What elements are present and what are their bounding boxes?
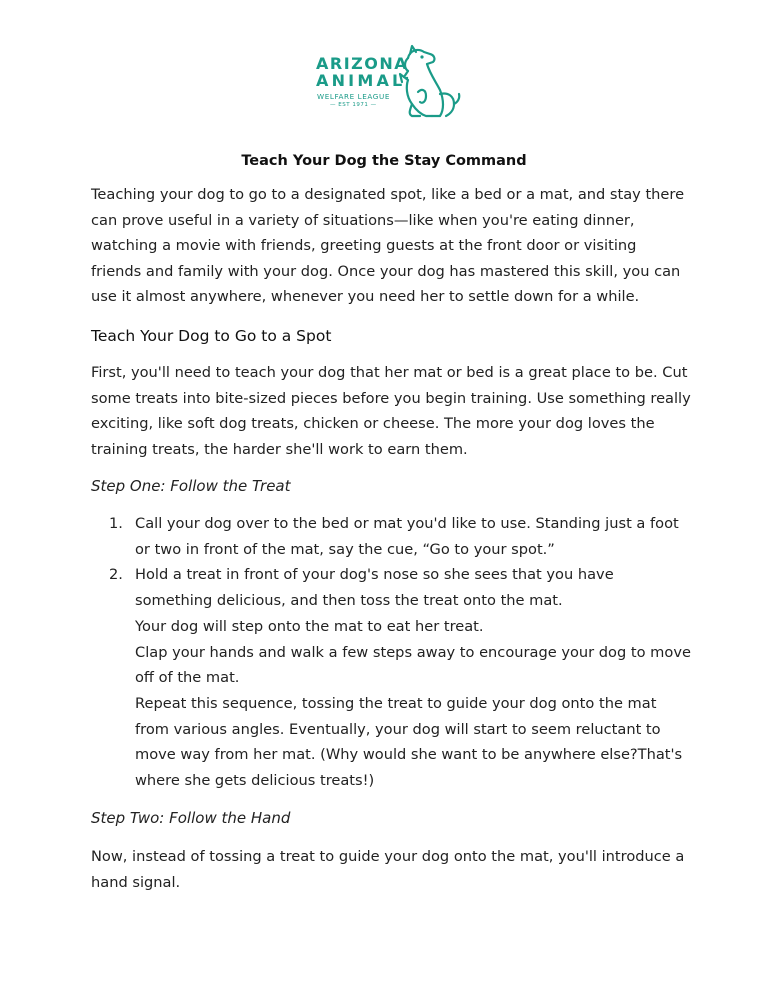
list-continuation: Clap your hands and walk a few steps away to encourage your dog to move off of the mat. xyxy=(135,643,691,687)
list-number: 2. xyxy=(109,566,123,584)
list-item xyxy=(91,562,691,793)
step-one-title: Step One: Follow the Treat xyxy=(91,477,291,495)
logo-line-established: — EST 1971 — xyxy=(330,102,377,108)
section-heading: Teach Your Dog to Go to a Spot xyxy=(91,327,332,345)
list-item-text: Hold a treat in front of your dog's nose so she sees that you have something delicious, and then toss the treat onto the mat. xyxy=(135,566,614,610)
list-continuation: Repeat this sequence, tossing the treat to guide your dog onto the mat from various angles. Eventually, your dog will start to seem reluctant to move way from her mat. (Why would she want to be anywhere else?That's where she gets delicious treats!) xyxy=(135,694,683,790)
list-continuation: Your dog will step onto the mat to eat her treat. xyxy=(135,617,484,635)
arizona-animal-welfare-league-logo xyxy=(310,44,460,120)
step-two-paragraph: Now, instead of tossing a treat to guide your dog onto the mat, you'll introduce a hand signal. xyxy=(91,848,685,891)
section-paragraph: First, you'll need to teach your dog that her mat or bed is a great place to be. Cut some treats into bite-sized pieces before you begin training. Use something really exciting, like soft dog treats, chicken or cheese. The more your dog loves the training treats, the harder she'll work to earn them. xyxy=(91,364,691,458)
list-item-text: Call your dog over to the bed or mat you'd like to use. Standing just a foot or two in front of the mat, say the cue, “Go to your spot.” xyxy=(135,515,679,558)
step-two-title: Step Two: Follow the Hand xyxy=(91,809,291,827)
step-one-list xyxy=(91,511,691,794)
logo-line-animal: ANIMAL xyxy=(316,71,406,90)
intro-paragraph: Teaching your dog to go to a designated spot, like a bed or a mat, and stay there can prove useful in a variety of situations—like when you're eating dinner, watching a movie with friends, greeting guests at the front door or visiting friends and family with your dog. Once your dog has mastered this skill, you can use it almost anywhere, whenever you need her to settle down for a while. xyxy=(91,186,685,305)
logo-line-welfare-league: WELFARE LEAGUE xyxy=(317,92,390,101)
logo-line-arizona: ARIZONA xyxy=(316,54,409,73)
document-title: Teach Your Dog the Stay Command xyxy=(241,153,527,169)
dog-and-cat-icon xyxy=(396,44,462,120)
list-item xyxy=(91,511,691,562)
list-number: 1. xyxy=(109,515,123,532)
